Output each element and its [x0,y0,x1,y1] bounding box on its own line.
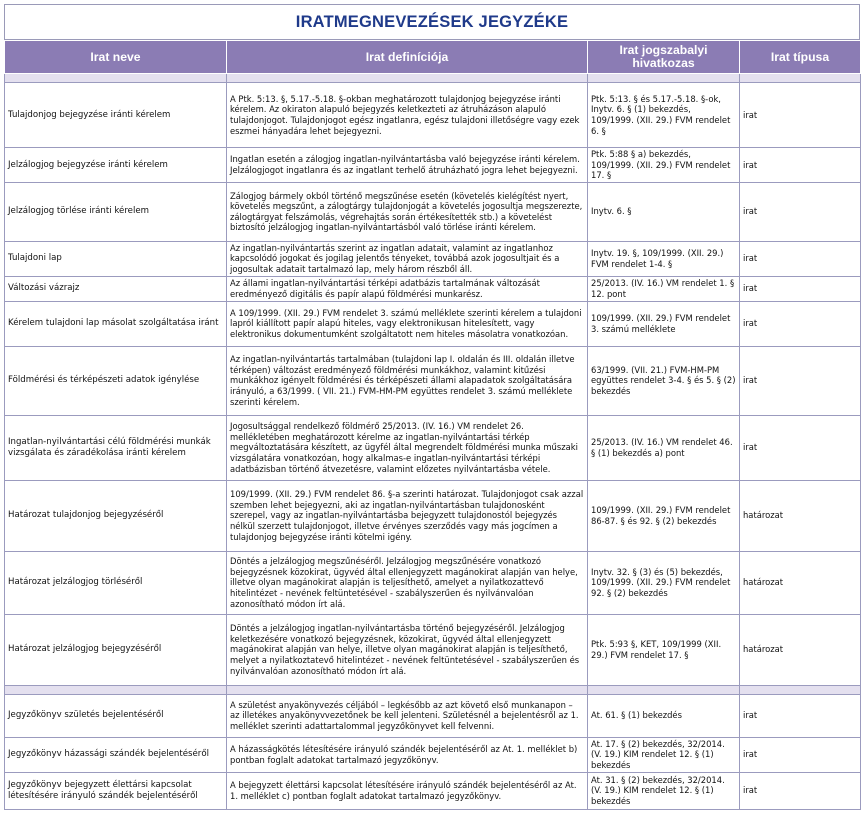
cell-type: irat [740,182,861,241]
header-legal: Irat jogszabalyi hivatkozas [588,41,740,74]
cell-definition: Zálogjog bármely okból történő megszűnése esetén (követelés kielégítést nyert, követelés megszűnt, a zálogtárgy tulajdonjogát a követelés jogosultja megszerezte, zálogtárgyat felszámolás, végrehajtás során értékesítették stb.) a követelést biztosító jelzálogjog ingatlan-nyilvántartásból való törlése iránti kérelem. [227,182,588,241]
cell-name: Tulajdoni lap [5,241,227,276]
header-type: Irat típusa [740,41,861,74]
cell-type: irat [740,772,861,809]
cell-definition: A 109/1999. (XII. 29.) FVM rendelet 3. számú melléklete szerinti kérelem a tulajdoni lapról kiállított papír alapú hiteles, vagy elektronikusan hitelesített, vagy elektronikus dokumentumként szolgáltatott nem hiteles másolatra vonatkozóan. [227,301,588,346]
cell-name: Tulajdonjog bejegyzése iránti kérelem [5,83,227,148]
document-title: IRATMEGNEVEZÉSEK JEGYZÉKE [4,4,860,40]
section-band-2-cell [5,685,227,694]
cell-name: Ingatlan-nyilvántartási célú földmérési munkák vizsgálata és záradékolása iránti kérelem [5,415,227,480]
table-row [5,301,861,346]
cell-type: irat [740,276,861,301]
cell-definition: Jogosultsággal rendelkező földmérő 25/2013. (IV. 16.) VM rendelet 26. mellékletében meghatározott kérelme az ingatlan-nyilvántartási térkép megváltoztatására készített, az ügyfél által megrendelt földmérési munka műszaki vizsgálatára vonatkozóan, hogy alkalmas-e ingatlan-nyilvántartási térképi adatbázisban történő átvezetésre, valamint előzetes nyilvántartásba vétele. [227,415,588,480]
table-row [5,346,861,415]
cell-legal: Ptk. 5:88 § a) bekezdés, 109/1999. (XII. 29.) FVM rendelet 17. § [588,148,740,183]
cell-definition: Az ingatlan-nyilvántartás tartalmában (tulajdoni lap I. oldalán és III. oldalán illetve térképen) változást eredményező földmérési munkákhoz, valamint kitűzési munkákhoz igényelt földmérési és térképészeti állami alapadatok szolgáltatására irányuló, a 63/1999. ( VII. 21.) FVM-HM-PM együttes rendelet 3. számú melléklete szerinti kérelem. [227,346,588,415]
cell-type: irat [740,415,861,480]
cell-legal: At. 17. § (2) bekezdés, 32/2014. (V. 19.) KIM rendelet 12. § (1) bekezdés [588,737,740,772]
table-row [5,182,861,241]
table-row [5,480,861,551]
cell-definition: A Ptk. 5:13. §, 5.17.-5.18. §-okban meghatározott tulajdonjog bejegyzése iránti kérelem. Az okiraton alapuló bejegyzés keletkezteti az átruházáson alapuló tulajdonjogot. Tulajdonjogot egész ingatlanra, egész tulajdoni illetőségre vagy ezek eszmei hányadára lehet bejegyezni. [227,83,588,148]
table-row [5,772,861,809]
section-band-2-cell [227,685,588,694]
table-row [5,737,861,772]
section-band-2-cell [740,685,861,694]
cell-legal: Ptk. 5:13. § és 5.17.-5.18. §-ok, Inytv. 6. § (1) bekezdés, 109/1999. (XII. 29.) FVM rendelet 6. § [588,83,740,148]
cell-legal: At. 61. § (1) bekezdés [588,694,740,737]
cell-legal: 63/1999. (VII. 21.) FVM-HM-PM együttes rendelet 3-4. § és 5. § (2) bekezdés [588,346,740,415]
cell-name: Jelzálogjog bejegyzése iránti kérelem [5,148,227,183]
cell-legal: 109/1999. (XII. 29.) FVM rendelet 3. számú melléklete [588,301,740,346]
table-row [5,276,861,301]
cell-name: Határozat jelzálogjog bejegyzéséről [5,614,227,685]
cell-definition: Az állami ingatlan-nyilvántartási térképi adatbázis tartalmának változását eredményező digitális és papír alapú földmérési munkarész. [227,276,588,301]
table-row [5,148,861,183]
cell-definition: Döntés a jelzálogjog megszűnéséről. Jelzálogjog megszűnésére vonatkozó bejegyzésnek közokirat, ügyvéd által ellenjegyzett magánokirat alapján van helye, illetve olyan magánokirat alapján is teljesíthető, amelyet a nyilatkozattevő hitelintézet - nevének feltüntetésével - szabályszerűen és nyilvánvalóan azonosítható módon írt alá. [227,551,588,614]
section-band-1 [5,74,861,83]
table-row [5,83,861,148]
cell-definition: Döntés a jelzálogjog ingatlan-nyilvántartásba történő bejegyzéséről. Jelzálogjog keletkezésére vonatkozó bejegyzésnek, közokirat, ügyvéd által ellenjegyzett magánokirat alapján van helye, illetve olyan magánokirat alapján is teljesíthető, melyet a nyilatkoztatevő hitelintézet - nevének feltüntetésével - szabályszerűen és nyilvánvalóan azonosítható módon írt alá. [227,614,588,685]
cell-legal: Inytv. 32. § (3) és (5) bekezdés, 109/1999. (XII. 29.) FVM rendelet 92. § (2) bekezdés [588,551,740,614]
cell-name: Jegyzőkönyv házassági szándék bejelentéséről [5,737,227,772]
section-band-1-cell [227,74,588,83]
cell-definition: Ingatlan esetén a zálogjog ingatlan-nyilvántartásba való bejegyzése iránti kérelem. Jelzálogjogot ingatlanra és az ingatlant terhelő átruházható jogra lehet bejegyezni. [227,148,588,183]
cell-name: Jelzálogjog törlése iránti kérelem [5,182,227,241]
cell-definition: A bejegyzett élettársi kapcsolat létesítésére irányuló szándék bejelentéséről az At. 1. melléklet c) pontban foglalt adatokat tartalmazó jegyzőkönyv. [227,772,588,809]
cell-definition: Az ingatlan-nyilvántartás szerint az ingatlan adatait, valamint az ingatlanhoz kapcsolódó jogokat és jogilag jelentős tényeket, továbbá azok jogosultjait és a jogosultak adatait tartalmazó lap, mely három részből áll. [227,241,588,276]
cell-legal: 109/1999. (XII. 29.) FVM rendelet 86-87. § és 92. § (2) bekezdés [588,480,740,551]
cell-name: Kérelem tulajdoni lap másolat szolgáltatása iránt [5,301,227,346]
cell-legal: At. 31. § (2) bekezdés, 32/2014. (V. 19.) KIM rendelet 12. § (1) bekezdés [588,772,740,809]
section-band-1-cell [588,74,740,83]
cell-name: Földmérési és térképészeti adatok igénylése [5,346,227,415]
section-band-1-cell [740,74,861,83]
cell-legal: Ptk. 5:93 §, KET, 109/1999 (XII. 29.) FVM rendelet 17. § [588,614,740,685]
cell-legal: 25/2013. (IV. 16.) VM rendelet 1. § 12. pont [588,276,740,301]
cell-name: Határozat tulajdonjog bejegyzéséről [5,480,227,551]
table-row [5,551,861,614]
cell-type: irat [740,301,861,346]
cell-definition: 109/1999. (XII. 29.) FVM rendelet 86. §-a szerinti határozat. Tulajdonjogot csak azzal szemben lehet bejegyezni, aki az ingatlan-nyilvántartásban tulajdonosként szerepel, vagy az ingatlan-nyilvántartásba bejegyzett tulajdonostól bejegyzés nélkül szerzett tulajdonjogot, illetve érvényes szerződés vagy más jogcímen a tulajdonjog bejegyzése iránti kötelmi igény. [227,480,588,551]
cell-type: irat [740,241,861,276]
cell-definition: A születést anyakönyvezés céljából – legkésőbb az azt követő első munkanapon – az illetékes anyakönyvvezetőnek be kell jelenteni. Születésnél a bejelentésről az 1. melléklet szerinti adattartalommal jegyzőkönyvet kell felvenni. [227,694,588,737]
header-name: Irat neve [5,41,227,74]
document-table [4,40,861,810]
cell-type: irat [740,694,861,737]
cell-type: irat [740,83,861,148]
cell-legal: Inytv. 6. § [588,182,740,241]
cell-name: Jegyzőkönyv születés bejelentéséről [5,694,227,737]
cell-type: határozat [740,480,861,551]
cell-type: irat [740,346,861,415]
cell-name: Változási vázrajz [5,276,227,301]
cell-legal: Inytv. 19. §, 109/1999. (XII. 29.) FVM rendelet 1-4. § [588,241,740,276]
table-row [5,241,861,276]
table-row [5,614,861,685]
table-row [5,694,861,737]
section-band-1-cell [5,74,227,83]
cell-name: Jegyzőkönyv bejegyzett élettársi kapcsolat létesítésére irányuló szándék bejelentéséről [5,772,227,809]
cell-type: határozat [740,614,861,685]
header-row [5,41,861,74]
cell-type: irat [740,148,861,183]
cell-legal: 25/2013. (IV. 16.) VM rendelet 46. § (1) bekezdés a) pont [588,415,740,480]
header-definition: Irat definíciója [227,41,588,74]
cell-type: határozat [740,551,861,614]
document [4,4,860,810]
table-row [5,415,861,480]
cell-definition: A házasságkötés létesítésére irányuló szándék bejelentéséről az At. 1. melléklet b) pontban foglalt adatokat tartalmazó jegyzőkönyv. [227,737,588,772]
cell-type: irat [740,737,861,772]
cell-name: Határozat jelzálogjog törléséről [5,551,227,614]
section-band-2-cell [588,685,740,694]
section-band-2 [5,685,861,694]
